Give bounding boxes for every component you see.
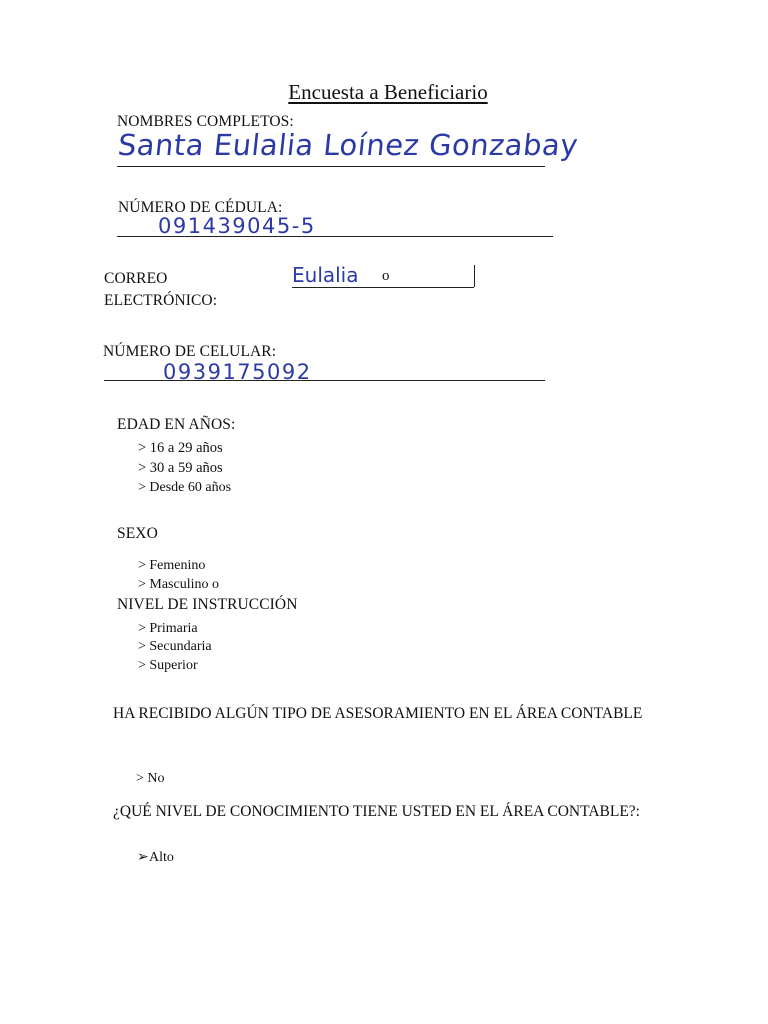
instruccion-label: NIVEL DE INSTRUCCIÓN xyxy=(117,596,298,613)
conocimiento-option xyxy=(137,849,174,866)
conocimiento-question: ¿QUÉ NIVEL DE CONOCIMIENTO TIENE USTED EN EL ÁREA CONTABLE?: xyxy=(113,803,640,820)
celular-handwritten-value: 0939175092 xyxy=(163,360,312,384)
correo-underline-tick xyxy=(474,265,475,287)
celular-underline xyxy=(104,380,545,381)
correo-suffix: o xyxy=(382,268,390,284)
correo-label-line2: ELECTRÓNICO: xyxy=(104,292,218,309)
sexo-option: > Femenino xyxy=(138,558,206,573)
asesoramiento-question: HA RECIBIDO ALGÚN TIPO DE ASESORAMIENTO EN EL ÁREA CONTABLE xyxy=(113,705,643,722)
edad-option: > 16 a 29 años xyxy=(138,440,223,456)
nombres-handwritten-value: Santa Eulalia Loínez Gonzabay xyxy=(116,128,580,162)
asesoramiento-option: > No xyxy=(136,771,165,786)
nombres-label: NOMBRES COMPLETOS: xyxy=(117,113,294,130)
correo-underline xyxy=(292,287,474,288)
sexo-option: > Masculino o xyxy=(138,577,219,592)
edad-label: EDAD EN AÑOS: xyxy=(117,416,236,433)
sexo-label: SEXO xyxy=(117,525,158,542)
page-title: Encuesta a Beneficiario xyxy=(288,80,488,104)
correo-handwritten-value: Eulalia xyxy=(292,263,359,287)
instruccion-option: > Primaria xyxy=(138,621,198,636)
nombres-underline xyxy=(117,166,545,167)
edad-option: > 30 a 59 años xyxy=(138,460,223,476)
arrow-bullet-icon: ➢ xyxy=(137,850,149,865)
cedula-underline xyxy=(117,236,553,237)
cedula-label: NÚMERO DE CÉDULA: xyxy=(118,199,283,216)
celular-label: NÚMERO DE CELULAR: xyxy=(103,343,277,360)
edad-option: > Desde 60 años xyxy=(138,480,232,495)
correo-label-line1: CORREO xyxy=(104,270,168,287)
instruccion-option: > Superior xyxy=(138,658,198,673)
cedula-handwritten-value: 091439045-5 xyxy=(158,214,316,238)
conocimiento-option-label: Alto xyxy=(149,850,174,865)
instruccion-option: > Secundaria xyxy=(138,639,212,654)
